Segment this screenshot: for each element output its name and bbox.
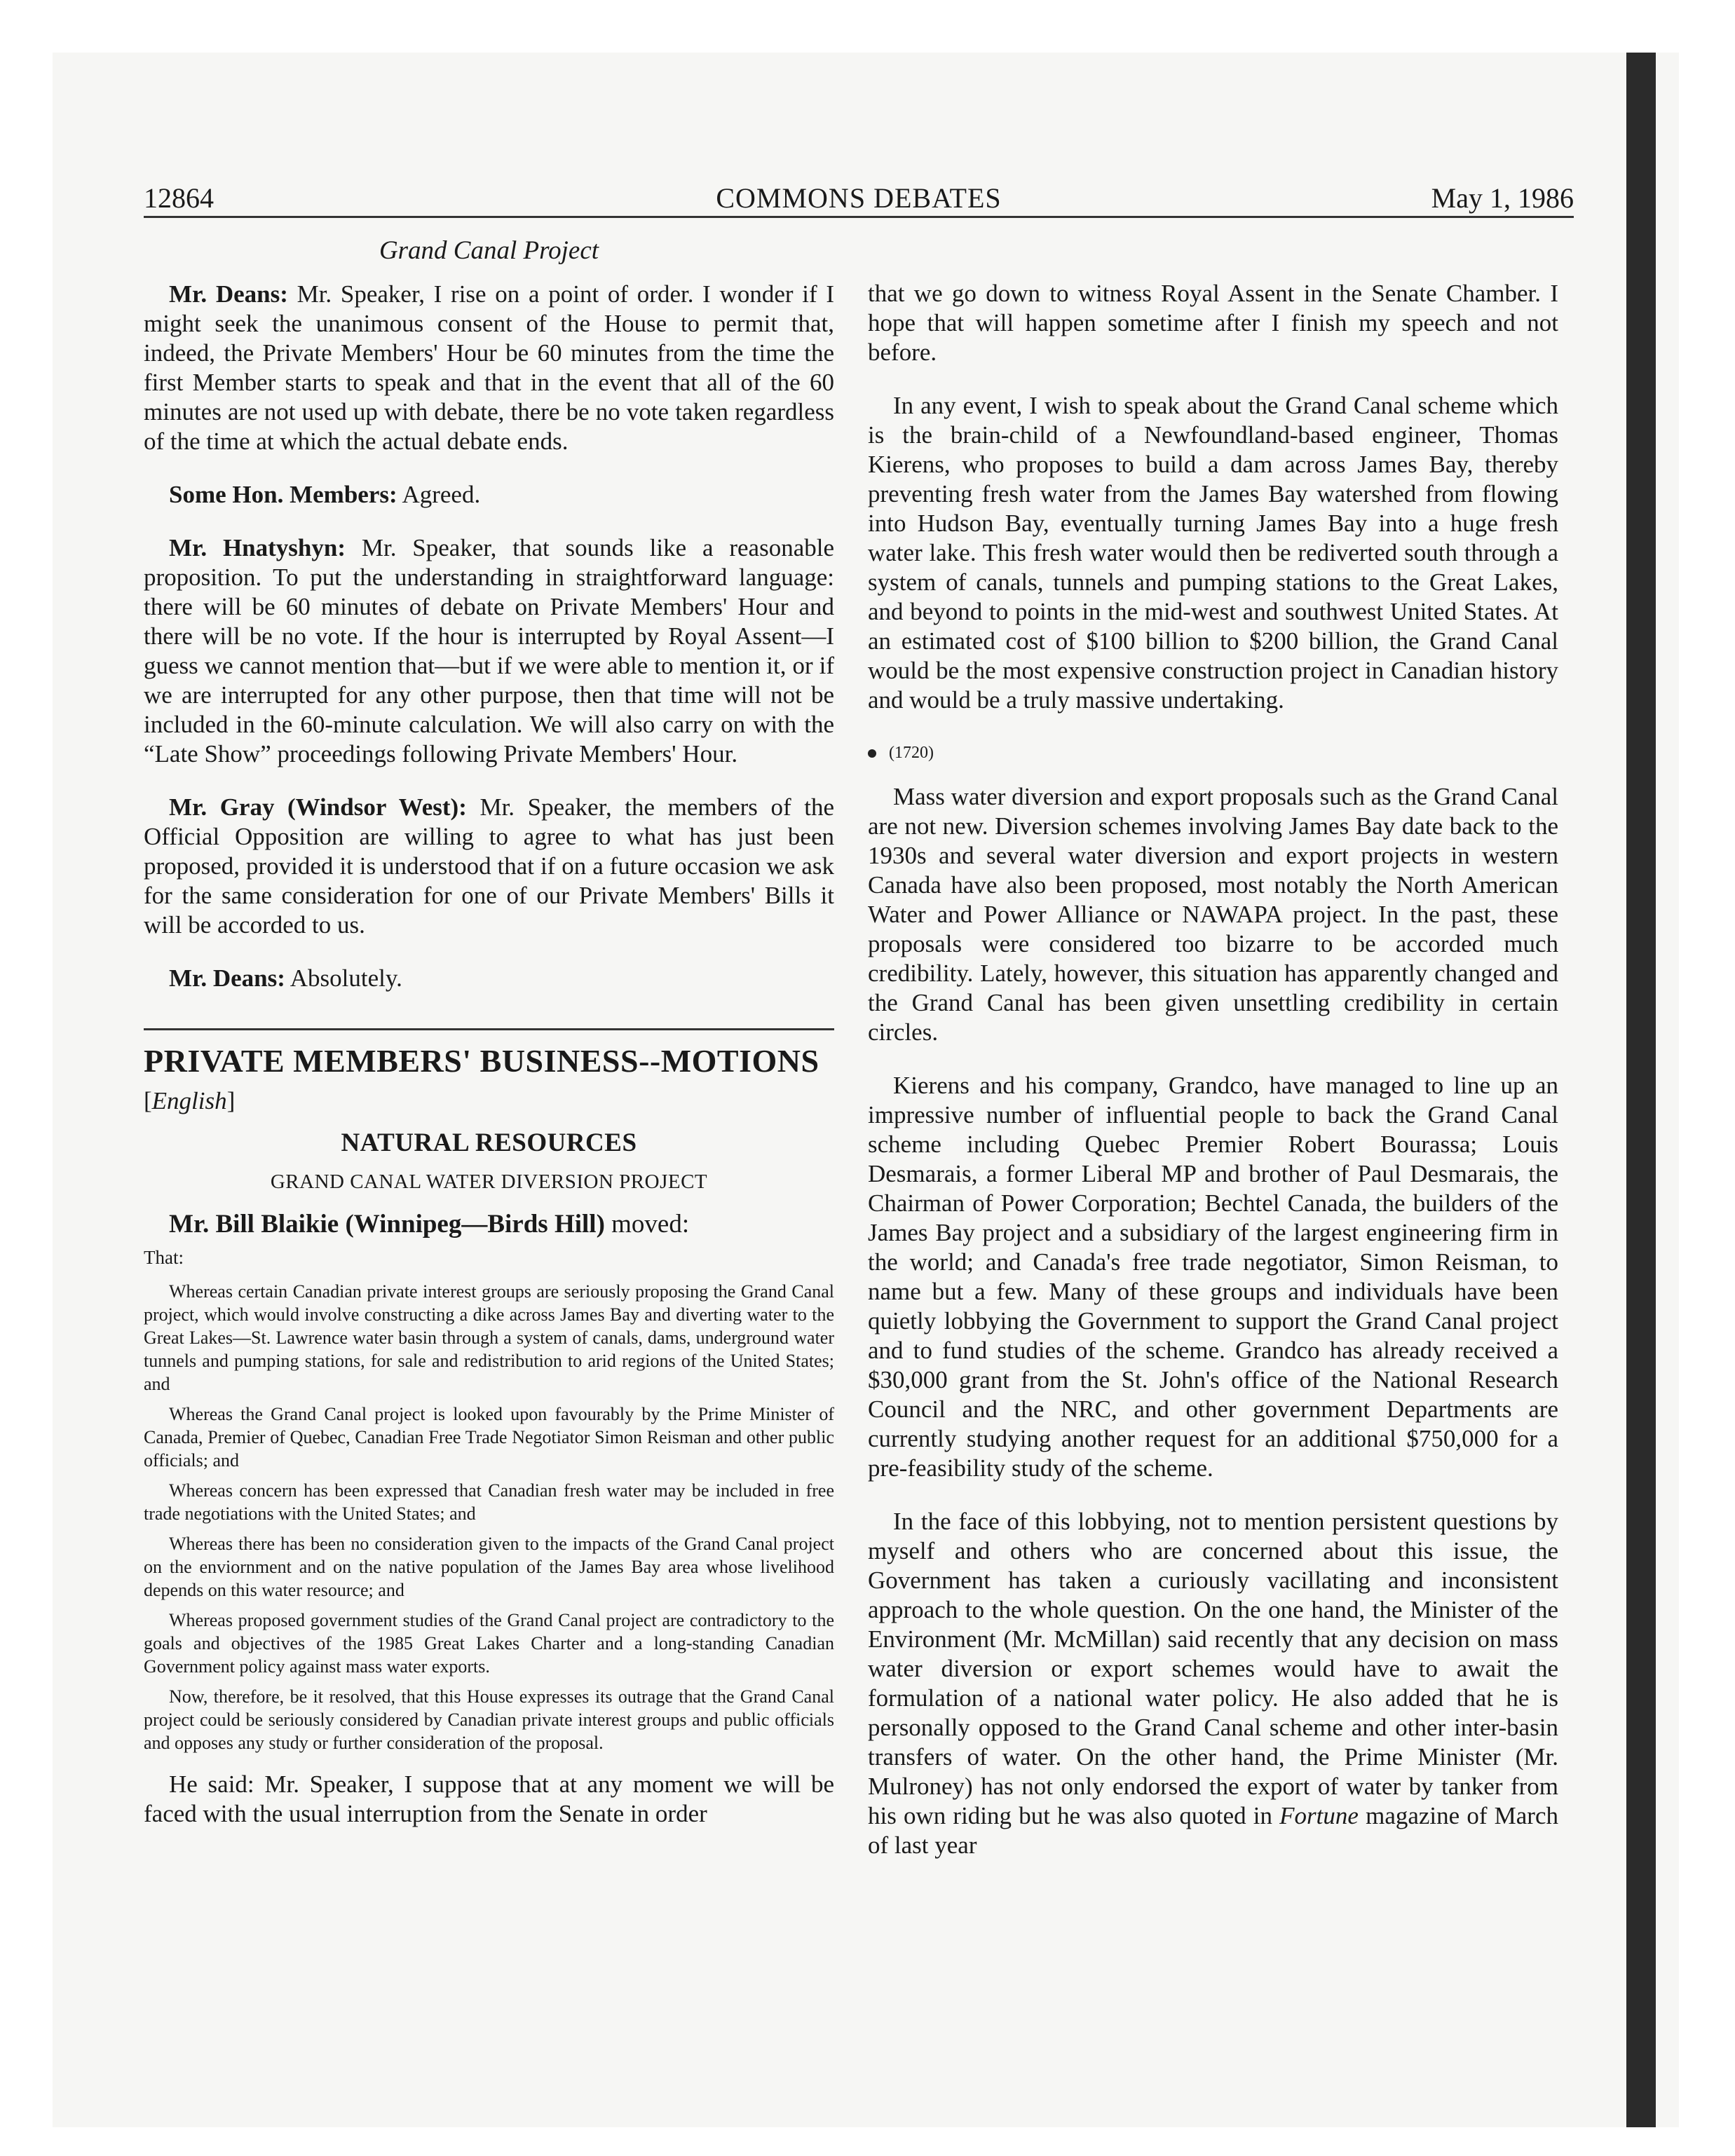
- language-marker: [English]: [144, 1087, 236, 1114]
- speech-text: Absolutely.: [285, 964, 402, 992]
- paragraph-deans-1: [144, 280, 834, 456]
- paragraph-diversion-history: Mass water diversion and export proposals such as the Grand Canal are not new. Diversion schemes involving James Bay date back to the 1930s and several water diversion and export projects in western Canada have also been proposed, most notably the North American Water and Power Alliance or NAWAPA project. In the past, these proposals were considered too bizarre to be accorded much credibility. Lately, however, this situation has apparently changed and the Grand Canal has been given unsettling credibility in certain circles.: [868, 783, 1558, 1046]
- speaker-name: Mr. Deans:: [169, 964, 285, 992]
- publication-title: COMMONS DEBATES: [716, 182, 1002, 214]
- paragraph-hnatyshyn: [144, 533, 834, 769]
- business-heading: PRIVATE MEMBERS' BUSINESS--MOTIONS: [144, 1043, 819, 1079]
- publication-date: May 1, 1986: [1431, 182, 1574, 214]
- speaker-name: Some Hon. Members:: [169, 481, 397, 508]
- right-column: [868, 279, 1558, 1884]
- speaker-name: Mr. Deans:: [169, 280, 288, 308]
- motion-title: GRAND CANAL WATER DIVERSION PROJECT: [270, 1171, 708, 1193]
- paragraph-government-approach: In the face of this lobbying, not to mention persistent questions by myself and others who are concerned about this issue, the Government has taken a curiously vacillating and inconsistent approach to the whole question. On the one hand, the Minister of the Environment (Mr. McMillan) said recently that any decision on mass water diversion or export schemes would have to await the formulation of a national water policy. He also added that he is personally opposed to the Grand Canal scheme and other inter-basin transfers of water. On the other hand, the Prime Minister (Mr. Mulroney) has not only endorsed the export of water by tanker from his own riding but he was also quoted in Fortune magazine of March of last year: [868, 1508, 1558, 1859]
- whereas-clause: Whereas certain Canadian private interest groups are seriously proposing the Grand Canal project, which would involve constructing a dike across James Bay and diverting water to the Great Lakes—St. Lawrence water basin through a system of canals, dams, underground water tunnels and pumping stations, for sale and redistribution to arid regions of the United States; and: [144, 1281, 834, 1394]
- left-column: [144, 235, 834, 1853]
- speech-text: Agreed.: [397, 481, 481, 508]
- paragraph-continued: that we go down to witness Royal Assent in the Senate Chamber. I hope that will happen sometime after I finish my speech and not before.: [868, 280, 1558, 366]
- speaker-name: Mr. Bill Blaikie (Winnipeg—Birds Hill): [169, 1210, 605, 1239]
- paragraph-members: [144, 480, 834, 510]
- paragraph-grand-canal-scheme: In any event, I wish to speak about the Grand Canal scheme which is the brain-child of a Newfoundland-based engineer, Thomas Kierens, who proposes to build a dam across James Bay, thereby preventing fresh water from the James Bay watershed from flowing into Hudson Bay, eventually turning James Bay into a huge fresh water lake. This fresh water would then be rediverted south through a system of canals, tunnels and pumping stations to the Great Lakes, and beyond to points in the mid-west and southwest United States. At an estimated cost of $100 billion to $200 billion, the Grand Canal would be the most expensive construction project in Canadian history and would be a truly massive undertaking.: [868, 392, 1558, 714]
- speech-text: Mr. Speaker, the members of the Official Opposition are willing to agree to what has just been proposed, provided it is understood that if on a future occasion we ask for the same consideration for one of our Private Members' Bills it will be accorded to us.: [144, 793, 834, 939]
- bullet-dot-icon: [868, 749, 876, 758]
- speaker-name: Mr. Hnatyshyn:: [169, 534, 346, 561]
- whereas-clause: Whereas the Grand Canal project is looked upon favourably by the Prime Minister of Canada, Premier of Quebec, Canadian Free Trade Negotiator Simon Reisman and other public officials; and: [144, 1404, 834, 1471]
- binding-edge: [1626, 53, 1656, 2127]
- paragraph-deans-2: [144, 964, 834, 993]
- running-header: [144, 181, 1574, 218]
- resolution-clause: Now, therefore, be it resolved, that this House expresses its outrage that the Grand Canal project could be seriously considered by Canadian private interest groups and public officials and opposes any study or further consideration of the proposal.: [144, 1686, 834, 1753]
- section-divider: [144, 1028, 834, 1030]
- speaker-name: Mr. Gray (Windsor West):: [169, 793, 467, 821]
- timestamp: (1720): [868, 739, 1558, 767]
- publication-name: Fortune: [1279, 1802, 1359, 1829]
- page-number: 12864: [144, 182, 214, 214]
- whereas-clause: Whereas concern has been expressed that Canadian fresh water may be included in free trade negotiations with the United States; and: [144, 1480, 834, 1524]
- paragraph-blaikie-1: He said: Mr. Speaker, I suppose that at any moment we will be faced with the usual interruption from the Senate in order: [144, 1770, 834, 1827]
- section-title: Grand Canal Project: [379, 236, 599, 265]
- speech-text: Mr. Speaker, that sounds like a reasonable proposition. To put the understanding in straightforward language: there will be 60 minutes of debate on Private Members' Hour and there will be no vote. If the hour is interrupted by Royal Assent—I guess we cannot mention that—but if we were able to mention it, or if we are interrupted for any other purpose, then that time will not be included in the 60-minute calculation. We will also carry on with the “Late Show” proceedings following Private Members' Hour.: [144, 534, 834, 767]
- paragraph-gray: [144, 793, 834, 940]
- motion-mover: Mr. Bill Blaikie (Winnipeg—Birds Hill) moved:: [169, 1210, 690, 1239]
- whereas-clause: Whereas proposed government studies of the Grand Canal project are contradictory to the goals and objectives of the 1985 Great Lakes Charter and a long-standing Canadian Government policy against mass water exports.: [144, 1610, 834, 1677]
- whereas-clause: Whereas there has been no consideration given to the impacts of the Grand Canal project on the enviornment and on the native population of the James Bay area whose livelihood depends on this water resource; and: [144, 1534, 834, 1600]
- subject-heading: NATURAL RESOURCES: [341, 1128, 637, 1157]
- paragraph-kierens-grandco: Kierens and his company, Grandco, have managed to line up an impressive number of influential people to back the Grand Canal scheme including Quebec Premier Robert Bourassa; Louis Desmarais, a former Liberal MP and brother of Paul Desmarais, the Chairman of Power Corporation; Bechtel Canada, the builders of the James Bay project and a subsidiary of the largest engineering firm in the world; and Canada's free trade negotiator, Simon Reisman, to name but a few. Many of these groups and individuals have been quietly lobbying the Government to support the Grand Canal project and to fund studies of the scheme. Grandco has already received a $30,000 grant from the St. John's office of the National Research Council and the NRC, and other government Departments are currently studying another request for an additional $750,000 for a pre-feasibility study of the scheme.: [868, 1072, 1558, 1482]
- motion-that: That:: [144, 1247, 184, 1268]
- speech-text: Mr. Speaker, I rise on a point of order. I wonder if I might seek the unanimous consent of the House to permit that, indeed, the Private Members' Hour be 60 minutes from the time the first Member starts to speak and that in the event that all of the 60 minutes are not used up with debate, there be no vote taken regardless of the time at which the actual debate ends.: [144, 280, 834, 455]
